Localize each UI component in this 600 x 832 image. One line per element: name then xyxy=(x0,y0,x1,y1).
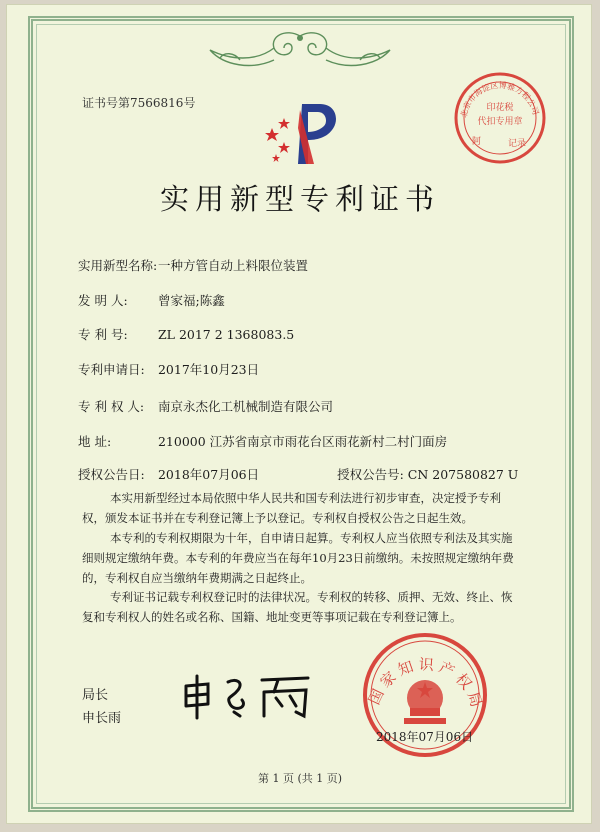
field-value: 2018年07月06日 xyxy=(157,467,260,482)
field-label: 专利申请日: xyxy=(78,362,145,377)
field-value: 曾家福;陈鑫 xyxy=(157,293,225,308)
certificate-number: 证书号第7566816号 xyxy=(82,96,196,110)
field-announcement-row xyxy=(78,465,518,483)
field-label: 实用新型名称: xyxy=(78,258,158,273)
cnipa-seal-text: 国家知识产权局 xyxy=(364,655,487,714)
field-value: 210000 江苏省南京市雨花台区雨花新村二村门面房 xyxy=(157,434,448,449)
tax-stamp-text-3: 阿 xyxy=(472,137,482,147)
field-application-date-row xyxy=(78,360,259,378)
paragraph-grant: 本实用新型经过本局依照中华人民共和国专利法进行初步审查，决定授予专利权，颁发本证书并在专利登记簿上予以登记。专利权自授权公告之日起生效。 xyxy=(82,491,501,525)
seal-date: 2018年07月06日 xyxy=(376,730,474,744)
director-name: 申长雨 xyxy=(82,711,122,726)
tax-stamp-text-2: 代扣专用章 xyxy=(477,117,523,127)
tax-stamp-text-1: 印花税 xyxy=(486,103,514,113)
announcement-number-value: CN 207580827 U xyxy=(407,467,519,482)
field-patent-number-row xyxy=(78,325,294,343)
field-inventor-row xyxy=(78,291,225,309)
director-signature xyxy=(178,672,318,722)
field-label: 发 明 人: xyxy=(78,293,128,308)
top-ornament xyxy=(200,30,400,78)
field-patentee-row xyxy=(78,397,333,415)
field-label: 专 利 号: xyxy=(78,327,128,342)
paragraph-term: 本专利的专利权期限为十年，自申请日起算。专利权人应当依照专利法及其实施细则规定缴纳年费。本专利的年费应当在每年10月23日前缴纳。未按照规定缴纳年费的，专利权自应当缴纳年费期满之日起终止。 xyxy=(82,531,514,585)
field-label: 地 址: xyxy=(78,434,112,449)
field-label: 授权公告日: xyxy=(78,467,145,482)
director-title: 局长 xyxy=(82,688,109,703)
field-name-row xyxy=(78,256,308,274)
field-value: 南京永杰化工机械制造有限公司 xyxy=(157,399,333,414)
tax-stamp-text-4: 记录 xyxy=(508,139,527,149)
tax-stamp-text-arc: 北京市海淀区博雅方程公司 xyxy=(459,80,541,119)
cnipa-logo-icon xyxy=(262,98,348,168)
tax-stamp-seal xyxy=(452,70,548,166)
field-value: ZL 2017 2 1368083.5 xyxy=(157,327,295,342)
paragraph-legal-status: 专利证书记载专利权登记时的法律状况。专利权的转移、质押、无效、终止、恢复和专利权人的姓名或名称、国籍、地址变更等事项记载在专利登记簿上。 xyxy=(82,590,513,624)
field-address-row xyxy=(78,432,447,450)
page-footer: 第 1 页 (共 1 页) xyxy=(257,772,343,785)
field-value: 2017年10月23日 xyxy=(157,362,260,377)
announcement-number-label: 授权公告号: xyxy=(337,467,404,482)
certificate-title: 实用新型专利证书 xyxy=(159,182,440,216)
field-value: 一种方管自动上料限位装置 xyxy=(157,258,308,273)
field-label: 专 利 权 人: xyxy=(78,399,145,414)
